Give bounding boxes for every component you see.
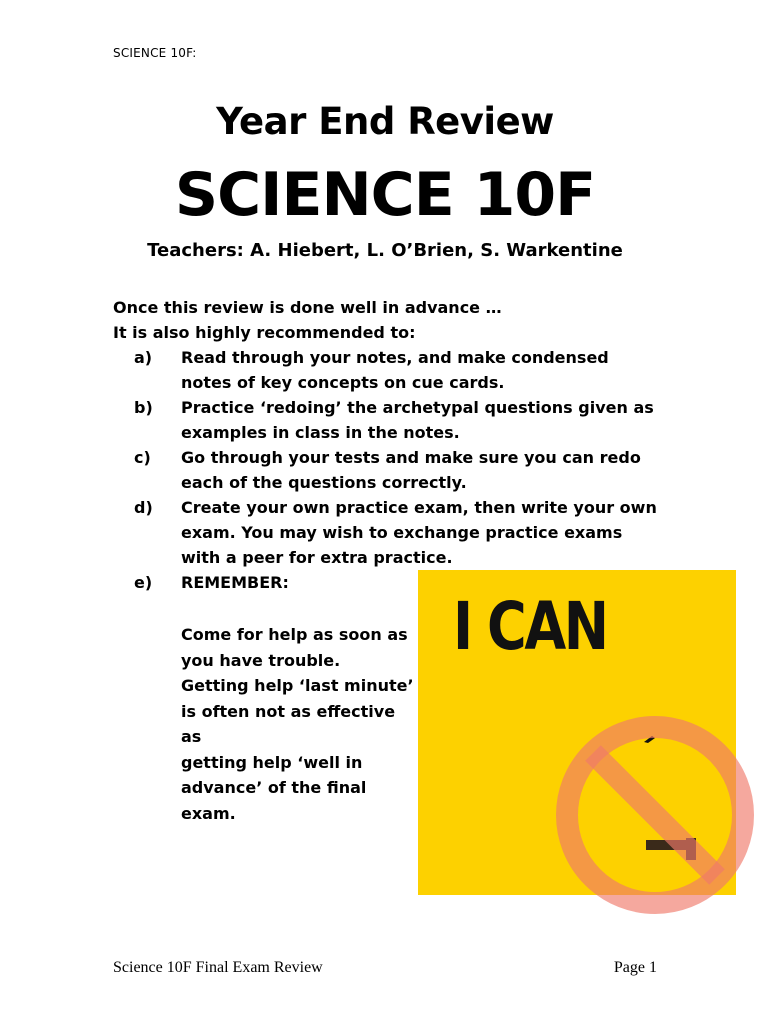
intro-line-2: It is also highly recommended to:	[113, 323, 416, 342]
remember-note	[181, 622, 416, 826]
list-text: Read through your notes, and make condensed notes of key concepts on cue cards.	[181, 348, 609, 392]
header-label: SCIENCE 10F:	[113, 46, 197, 60]
list-text: Create your own practice exam, then write your own exam. You may wish to exchange practice exams with a peer for extra practice.	[181, 498, 657, 567]
list-item	[113, 495, 658, 570]
page-number: Page 1	[613, 959, 657, 976]
note-line: getting help ‘well in	[181, 752, 363, 772]
recommendation-list	[113, 345, 658, 595]
poster-text: I CAN	[453, 588, 607, 665]
note-line: advance’ of the final exam.	[181, 778, 367, 823]
list-marker: e)	[134, 573, 153, 592]
note-line: is often not as effective as	[181, 701, 396, 746]
intro-text	[113, 295, 502, 345]
footer-left: Science 10F Final Exam Review	[113, 959, 323, 976]
list-marker: b)	[134, 398, 153, 417]
note-line: Come for help as soon as	[181, 625, 408, 644]
teachers-line: Teachers: A. Hiebert, L. O’Brien, S. Warkentine	[147, 240, 623, 261]
intro-line-1: Once this review is done well in advance …	[113, 298, 502, 317]
prohibition-icon	[550, 710, 760, 920]
course-title: SCIENCE 10F	[174, 160, 596, 230]
list-item	[113, 445, 658, 495]
note-line: Getting help ‘last minute’	[181, 676, 414, 695]
list-marker: c)	[134, 448, 151, 467]
review-title: Year End Review	[216, 100, 554, 143]
list-item	[113, 395, 658, 445]
list-marker: d)	[134, 498, 153, 517]
list-item	[113, 345, 658, 395]
list-marker: a)	[134, 348, 153, 367]
list-text: REMEMBER:	[181, 573, 289, 592]
list-text: Go through your tests and make sure you can redo each of the questions correctly.	[181, 448, 641, 492]
note-line: you have trouble.	[181, 650, 341, 670]
list-text: Practice ‘redoing’ the archetypal questions given as examples in class in the notes.	[181, 398, 654, 442]
